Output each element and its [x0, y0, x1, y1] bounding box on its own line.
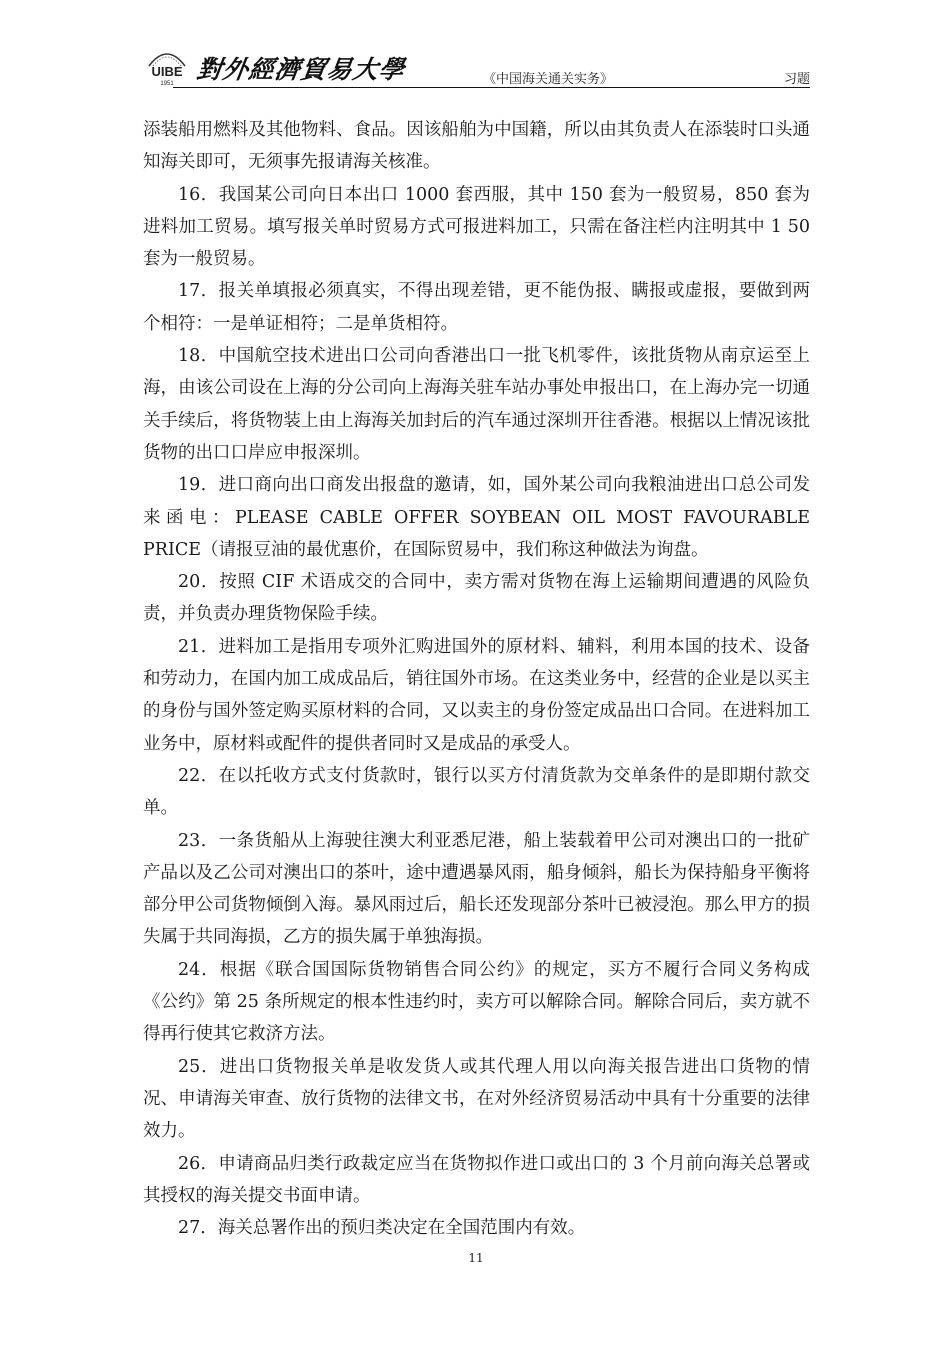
- university-name: 對外經濟貿易大學: [194, 55, 407, 84]
- section-label: 习题: [783, 72, 810, 87]
- question-19: 19．进口商向出口商发出报盘的邀请，如，国外某公司向我粮油进出口总公司发来函电：PLEASE CABLE OFFER SOYBEAN OIL MOST FAVOURABLE PRICE（请报豆油的最优惠价，在国际贸易中，我们称这种做法为询盘。: [143, 475, 810, 560]
- question-25: 25．进出口货物报关单是收发货人或其代理人用以向海关报告进出口货物的情况、申请海关审查、放行货物的法律文书，在对外经济贸易活动中具有十分重要的法律效力。: [143, 1056, 810, 1142]
- university-logo: [143, 40, 191, 88]
- page-body: [143, 114, 810, 1244]
- question-17: 17．报关单填报必须真实，不得出现差错，更不能伪报、瞒报或虚报，要做到两个相符：一是单证相符；二是单货相符。: [143, 281, 810, 334]
- question-27: 27．海关总署作出的预归类决定在全国范围内有效。: [178, 1218, 586, 1239]
- question-18: 18．中国航空技术进出口公司向香港出口一批飞机零件，该批货物从南京运至上海，由该公司设在上海的分公司向上海海关驻车站办事处申报出口，在上海办完一切通关手续后，将货物装上由上海海关加封后的汽车通过深圳开往香港。根据以上情况该批货物的出口口岸应申报深圳。: [143, 346, 810, 463]
- page-number: 11: [468, 1251, 484, 1265]
- question-20: 20．按照 CIF 术语成交的合同中，卖方需对货物在海上运输期间遭遇的风险负责，并负责办理货物保险手续。: [143, 572, 810, 625]
- question-16: 16．我国某公司向日本出口 1000 套西服，其中 150 套为一般贸易，850 套为进料加工贸易。填写报关单时贸易方式可报进料加工，只需在备注栏内注明其中 1 50 套为一般贸易。: [143, 184, 810, 270]
- header-rule: [173, 87, 810, 88]
- logo-text: UIBE: [151, 64, 183, 79]
- question-24: 24．根据《联合国国际货物销售合同公约》的规定，买方不履行合同义务构成《公约》第 25 条所规定的根本性违约时，卖方可以解除合同。解除合同后，卖方就不得再行使其它救济方法。: [143, 959, 810, 1045]
- book-title: 《中国海关通关实务》: [483, 72, 614, 87]
- paragraph-continued: 添装船用燃料及其他物料、食品。因该船舶为中国籍，所以由其负责人在添装时口头通知海关即可，无须事先报请海关核准。: [143, 120, 810, 173]
- logo-year: 1951: [160, 81, 174, 87]
- question-22: 22．在以托收方式支付货款时，银行以买方付清货款为交单条件的是即期付款交单。: [143, 765, 810, 819]
- question-23: 23．一条货船从上海驶往澳大利亚悉尼港，船上装载着甲公司对澳出口的一批矿产品以及乙公司对澳出口的茶叶，途中遭遇暴风雨，船身倾斜，船长为保持船身平衡将部分甲公司货物倾倒入海。暴风雨过后，船长还发现部分茶叶已被浸泡。那么甲方的损失属于共同海损，乙方的损失属于单独海损。: [143, 830, 810, 948]
- question-21: 21．进料加工是指用专项外汇购进国外的原材料、辅料，利用本国的技术、设备和劳动力，在国内加工成成品后，销往国外市场。在这类业务中，经营的企业是以买主的身份与国外签定购买原材料的合同，又以卖主的身份签定成品出口合同。在进料加工业务中，原材料或配件的提供者同时又是成品的承受人。: [143, 636, 810, 754]
- question-26: 26．申请商品归类行政裁定应当在货物拟作进口或出口的 3 个月前向海关总署或其授权的海关提交书面申请。: [143, 1153, 810, 1206]
- page-header: [143, 40, 810, 88]
